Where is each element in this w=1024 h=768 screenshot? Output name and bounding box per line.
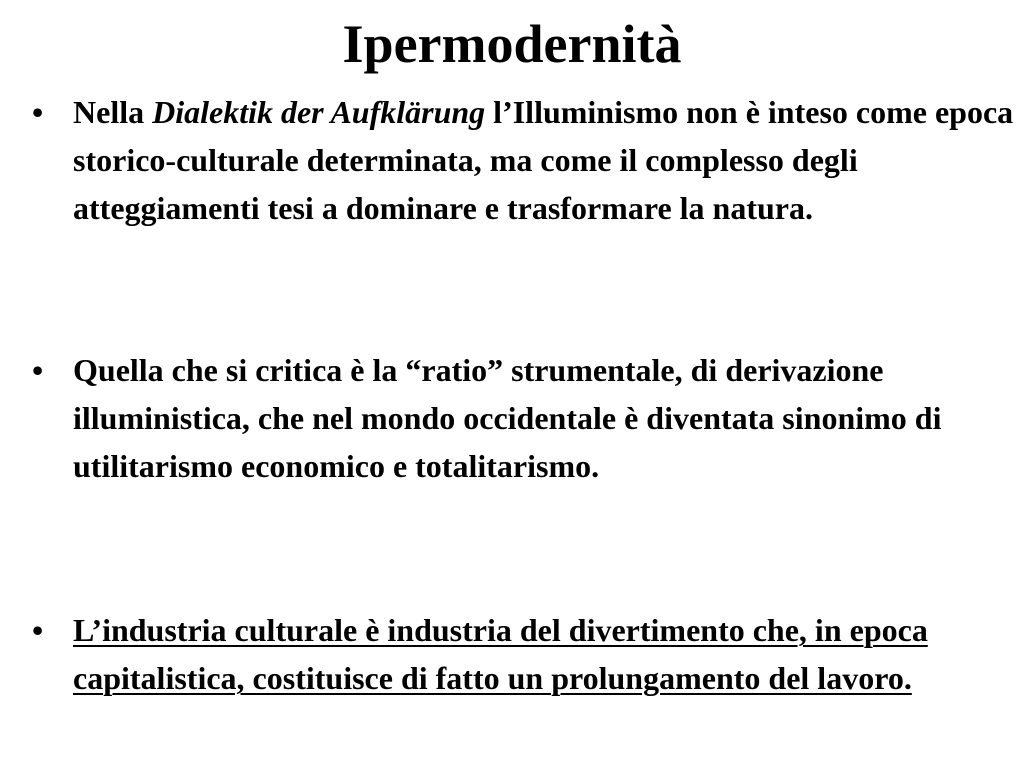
- bullet-marker: •: [32, 352, 44, 388]
- underlined-statement: L’industria culturale è industria del divertimento che, in epoca capitalistica, costituisce di fatto un prolungamento del lavoro.: [73, 612, 928, 696]
- bullet-text: [73, 606, 1018, 702]
- slide-title: Ipermodernità: [342, 14, 682, 74]
- book-title: Dialektik der Aufklärung: [152, 94, 486, 130]
- bullet-text: [73, 88, 1018, 232]
- bullet-text-prefix: Nella: [73, 94, 153, 130]
- bullet-marker: •: [32, 94, 44, 130]
- bullet-text: Quella che si critica è la “ratio” strumentale, di derivazione illuministica, che nel mondo occidentale è diventata sinonimo di utilitarismo economico e totalitarismo.: [73, 352, 942, 484]
- bullet-text-suffix: l’Illuminismo non è inteso come epoca storico-culturale determinata, ma come il complesso degli atteggiamenti tesi a dominare e trasformare la natura.: [73, 94, 1014, 226]
- bullet-marker: •: [32, 612, 44, 648]
